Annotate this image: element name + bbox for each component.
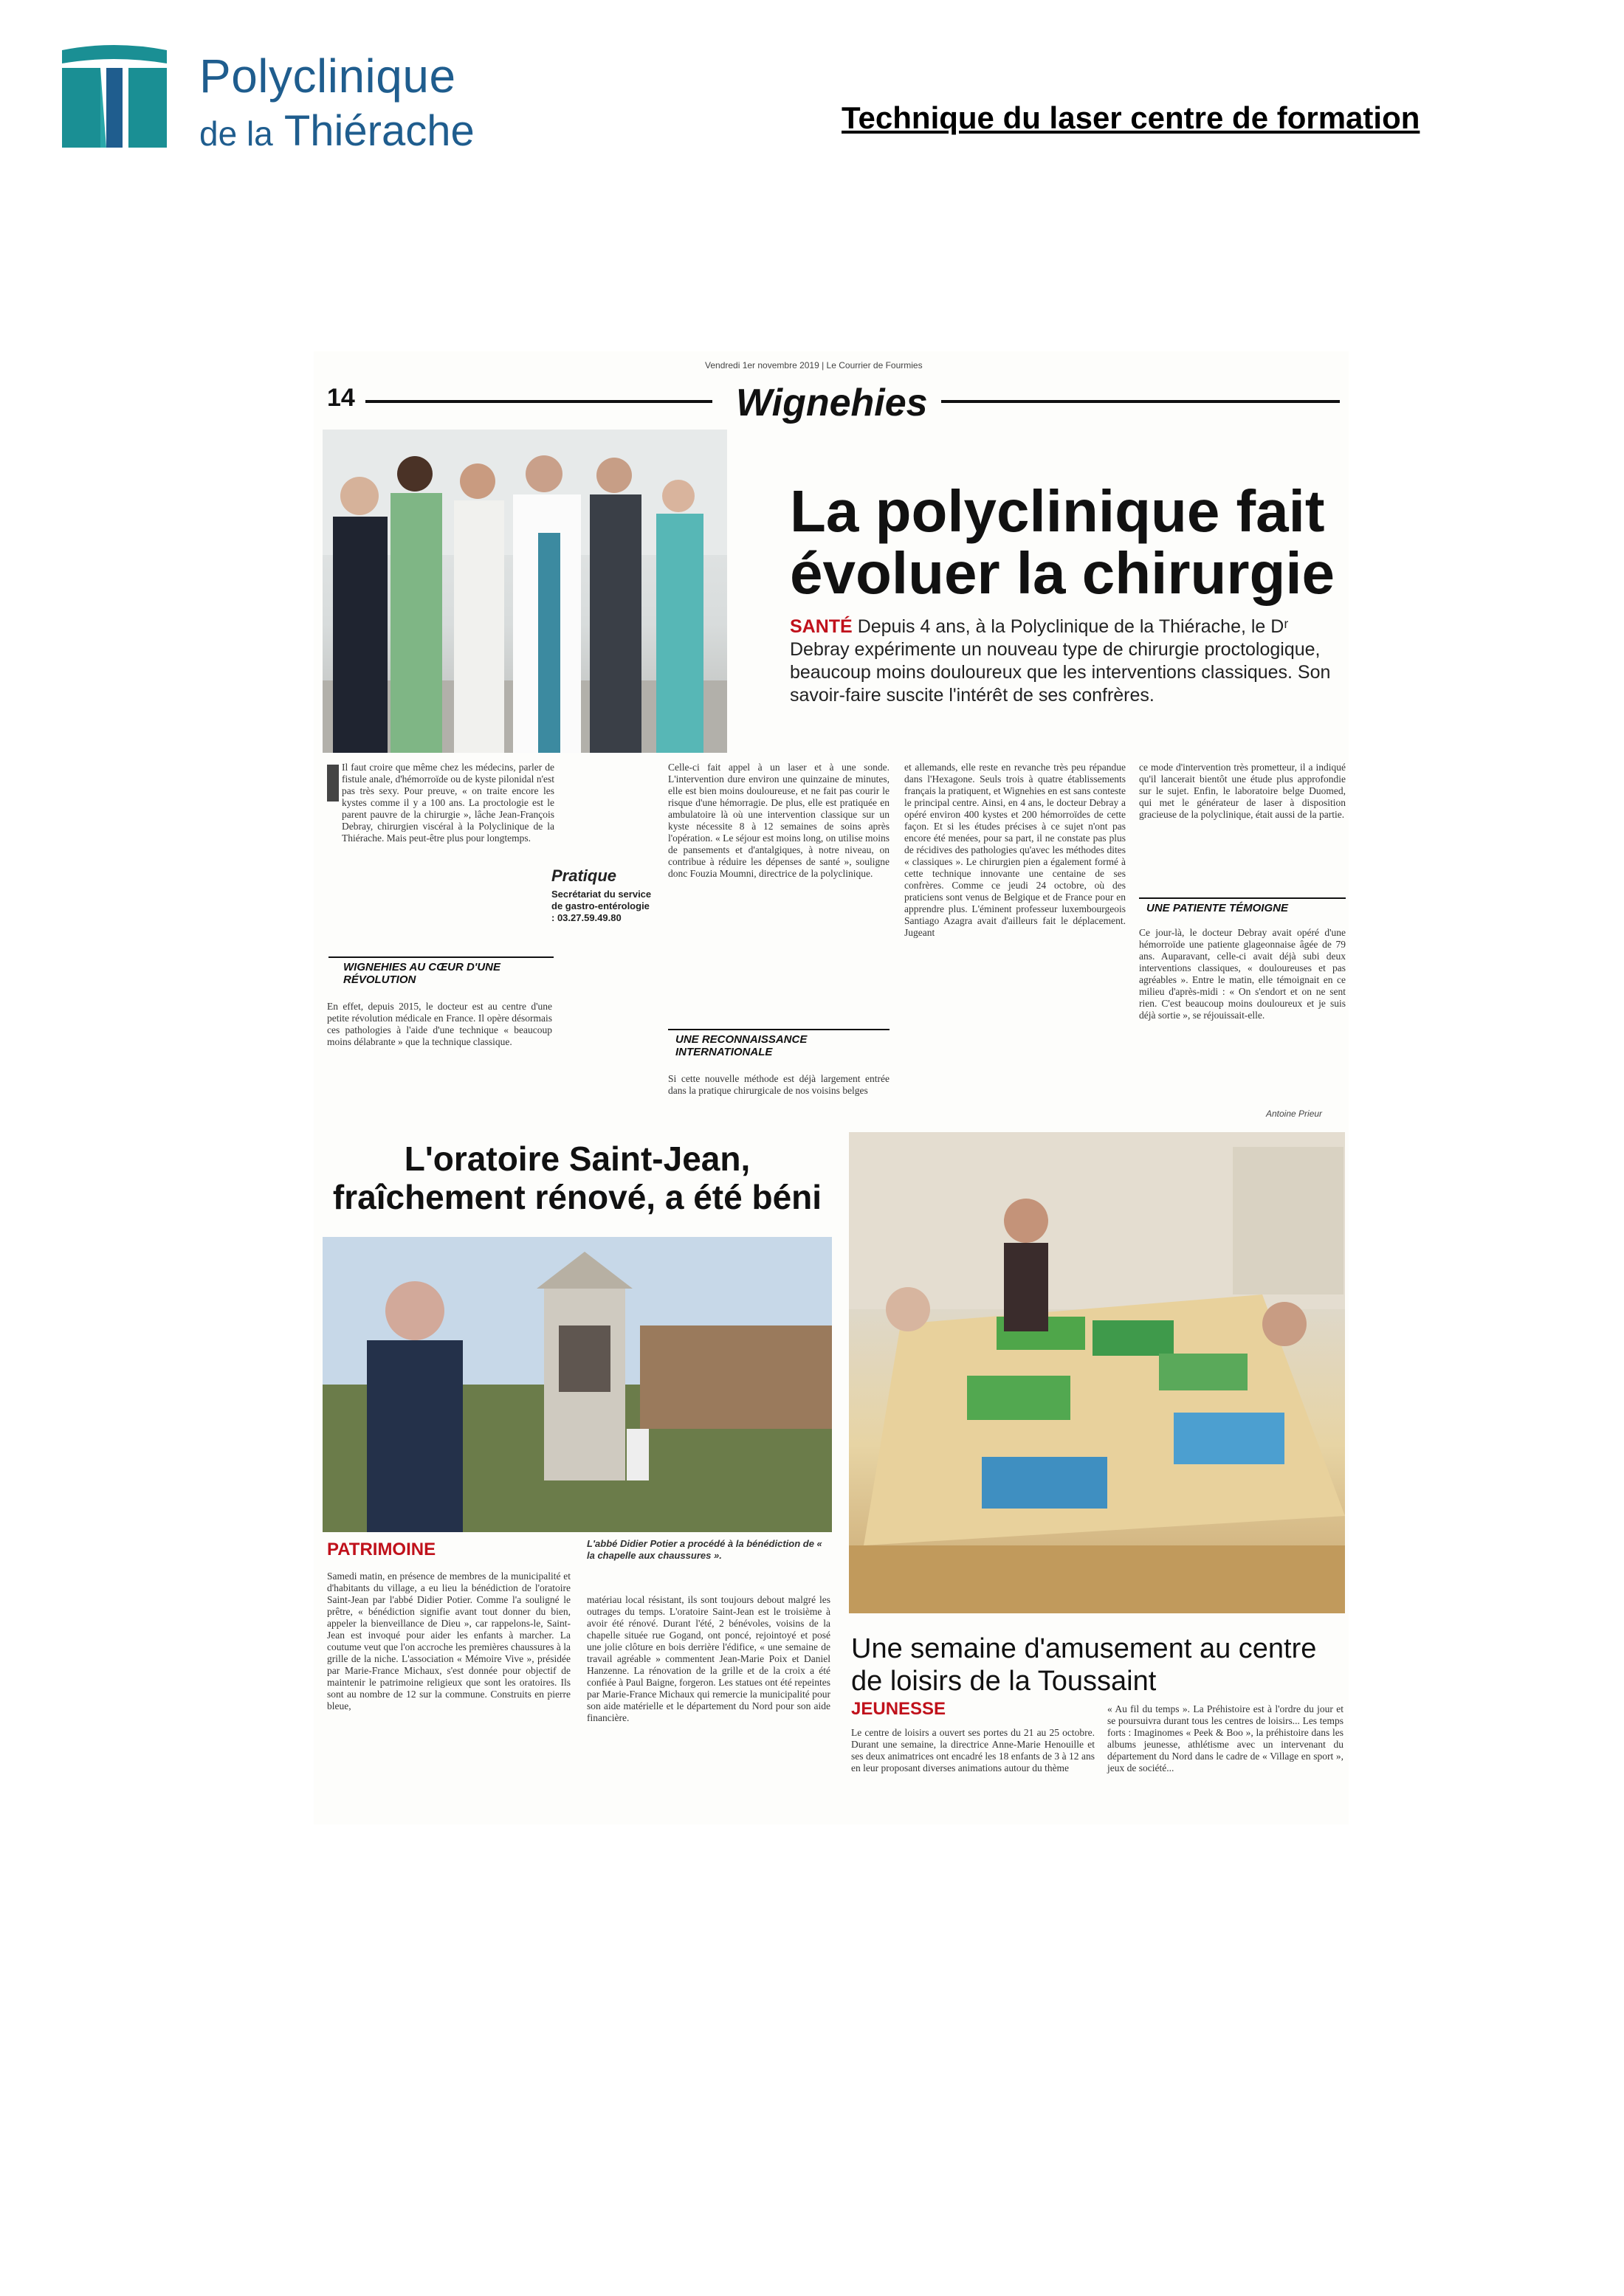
subhead-rule <box>668 1029 890 1030</box>
header-rule-left <box>365 400 712 403</box>
article2-title: L'oratoire Saint-Jean, fraîchement rénové, a été béni <box>332 1140 822 1216</box>
newspaper-clipping <box>314 351 1349 1824</box>
article1-col4: ce mode d'intervention très prometteur, il a indiqué qu'il lancerait bientôt une étude plus approfondie sur le sujet. Enfin, le laboratoire belge Duomed, qui met le générateur de laser à disposition gracieuse de la polyclinique, était aussi de la partie. <box>1139 762 1346 820</box>
article1-subhead1: WIGNEHIES AU CŒUR D'UNE RÉVOLUTION <box>343 961 501 986</box>
article3-kicker: JEUNESSE <box>851 1699 946 1719</box>
article2-caption: L'abbé Didier Potier a procédé à la bénédiction de « la chapelle aux chaussures ». <box>587 1538 822 1561</box>
subhead-rule <box>328 956 554 958</box>
article2-kicker: PATRIMOINE <box>327 1540 436 1559</box>
article3-col2: « Au fil du temps ». La Préhistoire est à l'ordre du jour et se poursuivra durant tous les centres de loisirs... Les temps forts : Imaginomes « Peek & Boo », la préhistoire dans les albums jeunesse, athlétisme avec un intervenant du département du Nord dans le cadre de « Village en sport », jeux de société... <box>1107 1703 1343 1773</box>
drop-cap <box>327 765 339 801</box>
article3-photo <box>849 1132 1345 1613</box>
header-rule-right <box>941 400 1340 403</box>
article3-col1: Le centre de loisirs a ouvert ses portes du 21 au 25 octobre. Durant une semaine, la directrice Anne-Marie Henouille et ses deux animatrices ont encadré les 18 enfants de 3 à 12 ans en leur proposant diverses animations autour du thème <box>851 1727 1095 1773</box>
article1-photo <box>323 430 727 753</box>
article1-subhead3: UNE PATIENTE TÉMOIGNE <box>1146 902 1288 914</box>
logo-mark-icon <box>62 43 167 148</box>
page-number: 14 <box>327 384 355 412</box>
article1-col1b: En effet, depuis 2015, le docteur est au centre d'une petite révolution médicale en France. Il opère désormais ces pathologies à l'aide d'une technique « beaucoup moins délabrante » que la technique classique. <box>327 1001 552 1047</box>
page-title: Technique du laser centre de formation <box>842 100 1420 135</box>
article2-photo <box>323 1237 832 1532</box>
subhead-rule <box>1139 897 1346 899</box>
info-box-body: Secrétariat du service de gastro-entérologie : 03.27.59.49.80 <box>551 889 652 923</box>
children-activity-photo-image <box>849 1132 1345 1613</box>
logo-line2-prefix: de la <box>199 114 273 153</box>
article1-col1: Il faut croire que même chez les médecins, parler de fistule anale, d'hémorroïde ou de kyste pilonidal n'est pas très sexy. Pour preuve, « on traite encore les kystes comme il y a 100 ans. La proctologie est le parent pauvre de la chirurgie », lâche Jean-François Debray, chirurgien viscéral à la Polyclinique de la Thiérache. Mais peut-être plus pour longtemps. <box>342 762 554 844</box>
info-box <box>551 866 655 924</box>
article1-intro <box>790 616 1336 707</box>
article2-col2: matériau local résistant, ils sont toujours debout malgré les outrages du temps. L'oratoire Saint-Jean est le troisième à avoir été rénové. Durant l'été, 2 bénévoles, voisins de la chapelle située rue Gogand, ont poncé, rejointoyé et posé une jolie clôture en bois derrière l'édifice, « une semaine de travail agréable » commentent Jean-Marie Poix et Daniel Hanzenne. La rénovation de la grille et de la croix a été confiée à Paul Baigne, forgeron. Les statues ont été repeintes par Marie-France Michaux qui remercie la municipalité pour son aide matérielle et le département du Nord pour son aide financière. <box>587 1594 830 1723</box>
article1-intro-text: Depuis 4 ans, à la Polyclinique de la Thiérache, le Dʳ Debray expérimente un nouveau type de chirurgie proctologique, beaucoup moins douloureux que les interventions classiques. Son savoir-faire suscite l'intérêt de ses confrères. <box>790 616 1331 706</box>
logo-line2-name: Thiérache <box>283 107 475 155</box>
article1-col2: Celle-ci fait appel à un laser et à une sonde. L'intervention dure environ une quinzaine de minutes, elle est bien moins douloureuse, et ne fait pas courir le risque d'une hémorragie. De plus, elle est pratiquée en ambulatoire là où une intervention classique sur un kyste nécessite 8 à 12 semaines de soins après l'opération. « Le séjour est moins long, on utilise moins de pansements et d'antalgiques, à notre niveau, on contribue à réduire les dépenses de santé », souligne donc Fouzia Moumni, directrice de la polyclinique. <box>668 762 890 879</box>
article1-kicker: SANTÉ <box>790 616 853 637</box>
logo-line2 <box>199 106 475 156</box>
article1-signature: Antoine Prieur <box>1266 1109 1323 1119</box>
oratory-photo-image <box>323 1237 832 1532</box>
article1-col2b: Si cette nouvelle méthode est déjà largement entrée dans la pratique chirurgicale de nos voisins belges <box>668 1073 890 1096</box>
article1-col4b: Ce jour-là, le docteur Debray avait opéré d'une hémorroïde une patiente glageonnaise âgée de 79 ans. Auparavant, celle-ci avait déjà subi deux interventions classiques, « douloureuses et pas agréables ». Entre le matin, elle témoignait en ce milieu d'après-midi : « On s'endort et on ne sent rien. C'est beaucoup moins douloureux et je suis déjà sortie », se réjouissait-elle. <box>1139 927 1346 1021</box>
town-heading: Wignehies <box>736 382 928 424</box>
logo-line1: Polyclinique <box>199 49 456 103</box>
info-box-title: Pratique <box>551 866 617 885</box>
polyclinique-logo <box>62 43 534 161</box>
team-photo-image <box>323 430 727 753</box>
article1-subhead2: UNE RECONNAISSANCE INTERNATIONALE <box>675 1033 808 1058</box>
article1-title: La polyclinique fait évoluer la chirurgie <box>790 478 1335 606</box>
article3-title: Une semaine d'amusement au centre de loisirs de la Toussaint <box>851 1633 1317 1697</box>
article2-col1: Samedi matin, en présence de membres de la municipalité et d'habitants du village, a eu lieu la bénédiction de l'oratoire Saint-Jean par l'abbé Didier Potier. Comme l'a souligné le prêtre, « bénédiction signifie avant tout donner du bien, appeler la bienveillance de Dieu », car rappelons-le, Saint-Jean est invoqué pour aider les enfants à marcher. La coutume veut que l'on accroche les premières chaussures à la grille de la niche. L'association « Mémoire Vive », présidée par Marie-France Michaux, s'est donnée pour objectif de maintenir le patrimoine religieux que sont les oratoires. Ils sont au nombre de 12 sur la commune. Construits en pierre bleue, <box>327 1571 571 1711</box>
date-line: Vendredi 1er novembre 2019 | Le Courrier de Fourmies <box>705 360 923 370</box>
article1-col3: et allemands, elle reste en revanche très peu répandue dans l'Hexagone. Seuls trois à quatre établissements français la pratiquent, et Wignehies en est sans conteste le principal centre. Ainsi, en 4 ans, le docteur Debray a opéré environ 400 kystes et 200 hémorroïdes de cette façon. Et si les études précises à ce sujet n'ont pas encore été menées, pour sa part, il ne constate pas plus de récidives des pathologies qu'avec les méthodes dites « classiques ». Le chirurgien pien a également formé à cette technique innovante une centaine de ses confrères. Comme ce jeudi 24 octobre, où des praticiens sont venus de Belgique et de France pour en apprendre plus. L'éminent professeur luxembourgeois Santiago Azagra avait d'ailleurs fait le déplacement. Jugeant <box>904 762 1126 938</box>
